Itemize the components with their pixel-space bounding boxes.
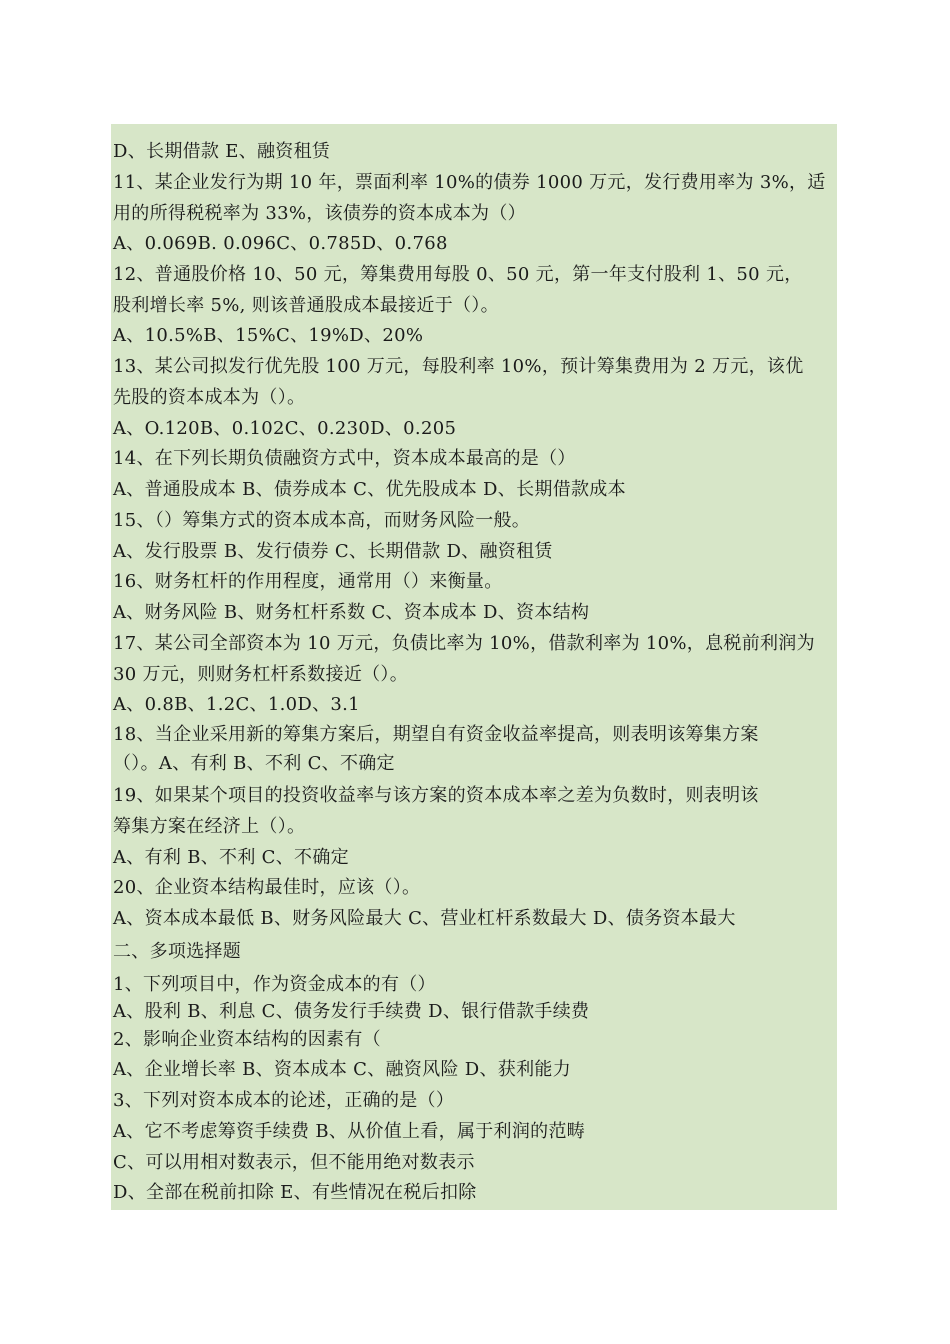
text-line: 先股的资本成本为（）。 <box>113 387 306 408</box>
question-17-line: 17、某公司全部资本为 10 万元，负债比率为 10%，借款利率为 10%，息税前利润为 <box>113 633 815 654</box>
answer-options-15: A、发行股票 B、发行债券 C、长期借款 D、融资租赁 <box>113 541 553 562</box>
multi-answer-options-1: A、股利 B、利息 C、债务发行手续费 D、银行借款手续费 <box>113 1001 590 1022</box>
text-line: 股利增长率 5%, 则该普通股成本最接近于（）。 <box>113 295 499 316</box>
question-13-line: 13、某公司拟发行优先股 100 万元，每股利率 10%，预计筹集费用为 2 万元，该优 <box>113 356 804 377</box>
question-11-line: 11、某企业发行为期 10 年，票面利率 10%的债券 1000 万元，发行费用率为 3%，适 <box>113 172 826 193</box>
question-20-line: 20、企业资本结构最佳时，应该（）。 <box>113 877 421 898</box>
text-line: 筹集方案在经济上（）。 <box>113 816 306 837</box>
answer-options-18: （）。A、有利 B、不利 C、不确定 <box>113 753 395 774</box>
section-heading: 二、多项选择题 <box>113 941 242 962</box>
text-line: 30 万元，则财务杠杆系数接近（）。 <box>113 664 409 685</box>
question-14-line: 14、在下列长期负债融资方式中，资本成本最高的是（） <box>113 448 576 469</box>
answer-options-19: A、有利 B、不利 C、不确定 <box>113 847 349 868</box>
answer-options-17: A、0.8B、1.2C、1.0D、3.1 <box>113 694 360 715</box>
answer-options-14: A、普通股成本 B、债券成本 C、优先股成本 D、长期借款成本 <box>113 479 626 500</box>
answer-options-20: A、资本成本最低 B、财务风险最大 C、营业杠杆系数最大 D、债务资本最大 <box>113 908 736 929</box>
question-16-line: 16、财务杠杆的作用程度，通常用（）来衡量。 <box>113 571 503 592</box>
multi-question-2-line: 2、影响企业资本结构的因素有（ <box>113 1029 381 1050</box>
answer-options-16: A、财务风险 B、财务杠杆系数 C、资本成本 D、资本结构 <box>113 602 590 623</box>
answer-options-12: A、10.5%B、15%C、19%D、20% <box>113 325 424 346</box>
answer-options-11: A、0.069B. 0.096C、0.785D、0.768 <box>113 233 448 254</box>
multi-question-1-line: 1、下列项目中，作为资金成本的有（） <box>113 974 436 995</box>
document-highlight-block <box>111 124 837 1210</box>
question-19-line: 19、如果某个项目的投资收益率与该方案的资本成本率之差为负数时，则表明该 <box>113 785 759 806</box>
multi-answer-options-2: A、企业增长率 B、资本成本 C、融资风险 D、获利能力 <box>113 1059 571 1080</box>
multi-answer-options-3: D、全部在税前扣除 E、有些情况在税后扣除 <box>113 1182 477 1203</box>
text-line: D、长期借款 E、融资租赁 <box>113 141 331 162</box>
multi-answer-options-3: C、可以用相对数表示，但不能用绝对数表示 <box>113 1152 475 1173</box>
question-12-line: 12、普通股价格 10、50 元，筹集费用每股 0、50 元，第一年支付股利 1、50 元， <box>113 264 803 285</box>
multi-answer-options-3: A、它不考虑筹资手续费 B、从价值上看，属于利润的范畴 <box>113 1121 586 1142</box>
question-18-line: 18、当企业采用新的筹集方案后，期望自有资金收益率提高，则表明该筹集方案 <box>113 724 759 745</box>
multi-question-3-line: 3、下列对资本成本的论述，正确的是（） <box>113 1090 455 1111</box>
question-15-line: 15、（）筹集方式的资本成本高，而财务风险一般。 <box>113 510 531 531</box>
text-line: 用的所得税税率为 33%，该债券的资本成本为（） <box>113 203 526 224</box>
answer-options-13: A、O.120B、0.102C、0.230D、0.205 <box>113 418 457 439</box>
